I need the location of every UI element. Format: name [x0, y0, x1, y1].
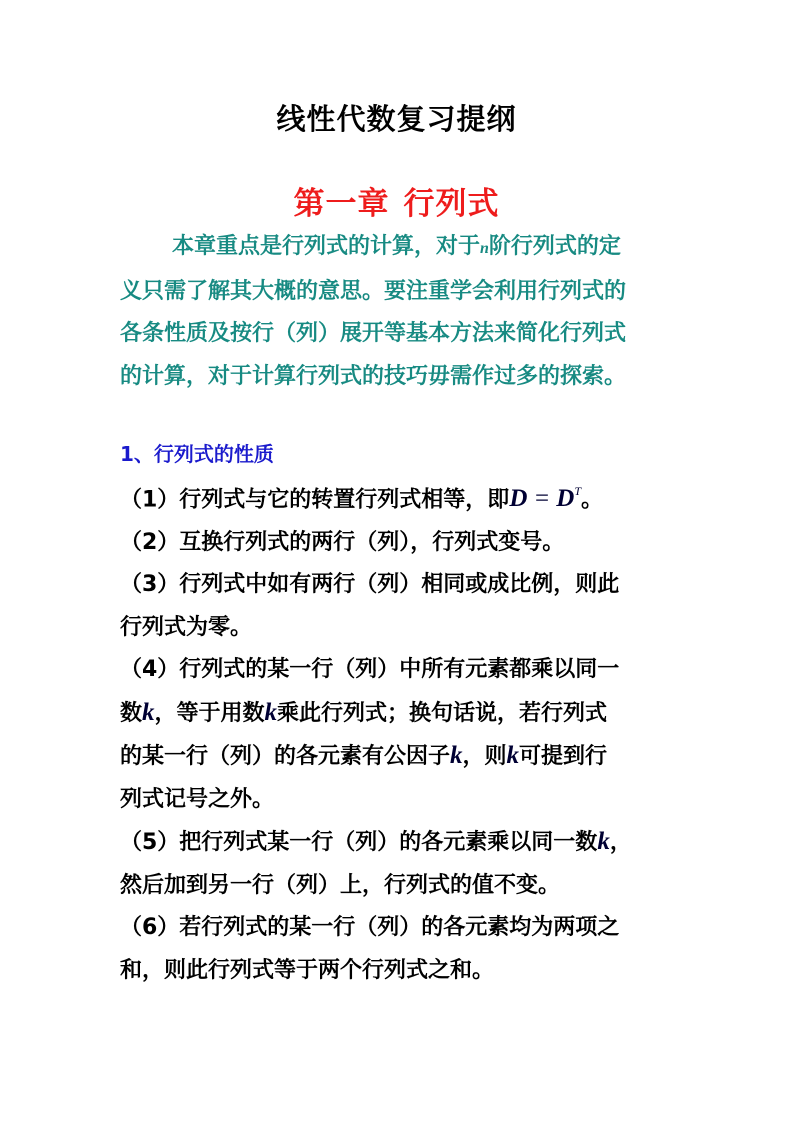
section-heading: 1、行列式的性质: [120, 442, 274, 466]
math-variable-k: k: [142, 698, 155, 726]
chapter-name: 行列式: [403, 186, 500, 222]
chapter-number: 第一章: [293, 186, 390, 222]
property-6-line-2: 和，则此行列式等于两个行列式之和。: [120, 957, 495, 983]
property-text: ，等于用数: [154, 700, 265, 726]
property-text: ，则: [462, 744, 507, 770]
math-variable-n: n: [480, 240, 489, 257]
math-equals: =: [533, 485, 551, 513]
property-text: 可提到行: [519, 744, 608, 770]
intro-line-3: 各条性质及按行（列）展开等基本方法来简化行列式: [120, 321, 627, 346]
intro-line-4: 的计算，对于计算行列式的技巧毋需作过多的探索。: [120, 363, 627, 389]
property-2: （2）互换行列式的两行（列），行列式变号。: [120, 529, 565, 555]
property-4-line-4: 列式记号之外。: [120, 786, 275, 812]
property-1: [120, 472, 680, 522]
math-variable-k: k: [264, 698, 278, 726]
property-4-line-1: （4）行列式的某一行（列）中所有元素都乘以同一: [120, 657, 620, 683]
property-4-line-2: [120, 692, 680, 736]
math-variable-d: D: [556, 485, 575, 513]
property-text: （1）行列式与它的转置行列式相等，即: [120, 487, 510, 513]
intro-text: 本章重点是行列式的计算，对于: [172, 234, 481, 259]
property-4-line-3: [120, 735, 680, 779]
property-3-line-2: 行列式为零。: [120, 614, 253, 640]
math-variable-k: k: [506, 742, 520, 770]
property-5-line-1: [120, 821, 680, 865]
math-superscript-t: T: [574, 484, 581, 498]
math-variable-k: k: [597, 828, 610, 856]
chapter-intro-paragraph: [120, 226, 680, 398]
property-text: 数: [120, 700, 143, 726]
property-6-line-1: （6）若行列式的某一行（列）的各元素均为两项之: [120, 915, 620, 941]
property-5-line-2: 然后加到另一行（列）上，行列式的值不变。: [120, 872, 561, 898]
properties-list: [120, 472, 680, 992]
intro-line-2: 义只需了解其大概的意思。要注重学会利用行列式的: [120, 278, 627, 304]
property-text: （5）把行列式某一行（列）的各元素乘以同一数: [120, 830, 598, 856]
document-title: 线性代数复习提纲: [276, 102, 517, 136]
property-text: ，: [609, 830, 632, 856]
intro-text: 阶行列式的定: [488, 234, 621, 259]
chapter-heading: [0, 178, 793, 223]
math-variable-d: D: [509, 485, 528, 513]
property-text: 乘此行列式；换句话说，若行列式: [277, 700, 608, 726]
intro-line-1: [120, 226, 680, 271]
property-3-line-1: （3）行列式中如有两行（列）相同或成比例，则此: [120, 572, 620, 598]
property-text: 。: [581, 487, 604, 513]
math-formula: [509, 485, 581, 512]
math-variable-k: k: [450, 742, 463, 770]
property-text: 的某一行（列）的各元素有公因子: [120, 744, 451, 770]
